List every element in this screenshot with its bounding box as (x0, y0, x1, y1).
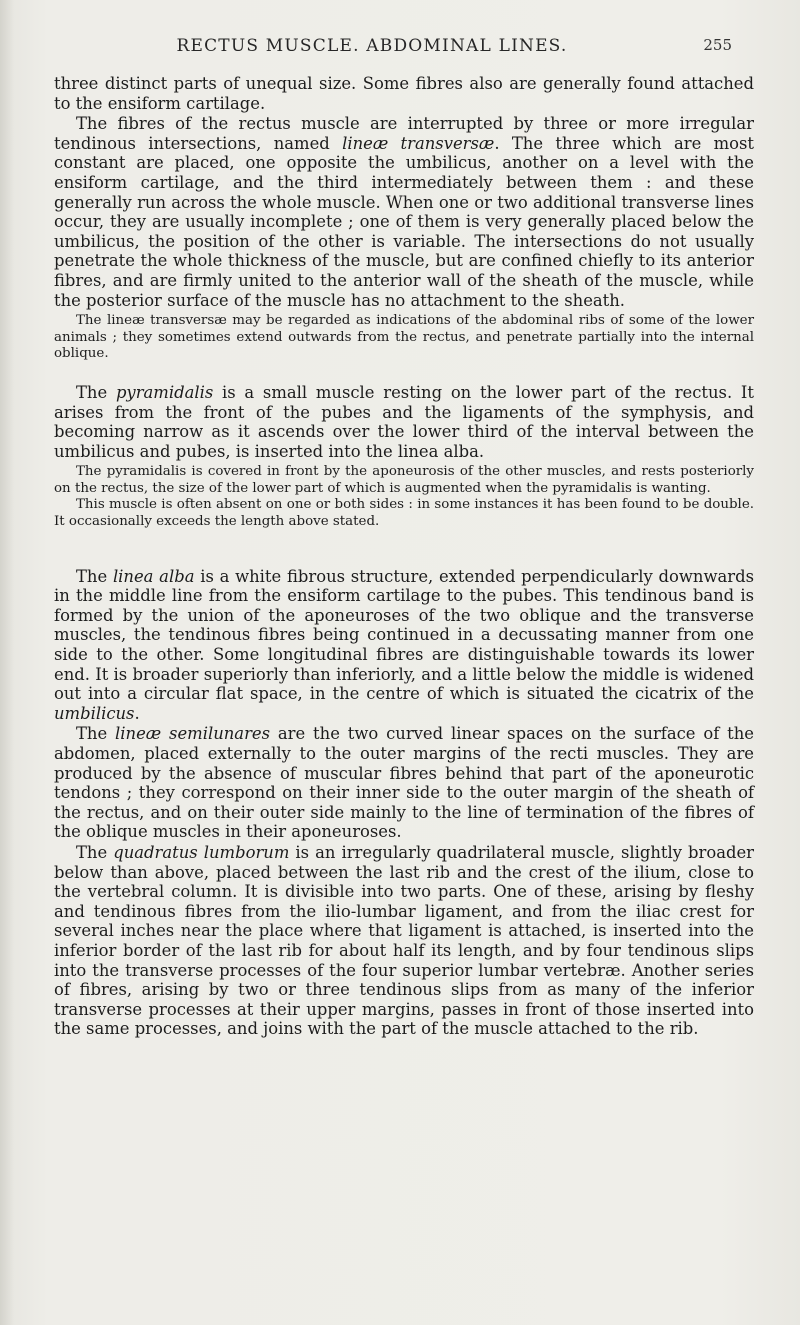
term-quadratus-lumborum: quadratus lumborum (113, 842, 290, 862)
text-run: . The three which are most constant are placed, one opposite the umbilicus, another on a level with the ensiform cartilage, and the third intermediately between them : and these generally run across the whole muscle. When one or two additional transverse lines occur, they are usually incomplete ; one of them is very generally placed below the umbilicus, the position of the other is variable. The intersections do not usually penetrate the whole thickness of the muscle, but are confined chiefly to its anterior fibres, and are firmly united to the anterior wall of the sheath of the muscle, while the posterior surface of the muscle has no attachment to the sheath. (54, 133, 755, 310)
text-run: The (76, 566, 113, 586)
paragraph-rectus-parts: three distinct parts of unequal size. Some fibres also are generally found attached to the ensiform cartilage. (54, 74, 754, 113)
paragraph-linea-alba (54, 567, 754, 724)
text-run: The (76, 842, 114, 862)
text-run: are the two curved linear spaces on the surface of the abdomen, placed externally to the outer margins of the recti muscles. They are produced by the absence of muscular fibres behind that part of the aponeurotic tendons ; they correspond on their inner side to the outer margin of the sheath of the rectus, and on their outer side mainly to the line of termination of the fibres of the oblique muscles in their aponeuroses. (54, 724, 754, 842)
body-text (54, 74, 754, 1039)
note-pyramidalis-absence: This muscle is often absent on one or both sides : in some instances it has been found to be double. It occasionally exceeds the length above stated. (54, 497, 754, 530)
text-run: is a small muscle resting on the lower part of the rectus. It arises from the front of the pubes and the ligaments of the symphysis, and becoming narrow as it ascends over the lower third of the interval between the umbilicus and pubes, is inserted into the linea alba. (54, 382, 754, 461)
text-run: The (76, 724, 116, 744)
text-run: is a white fibrous structure, extended perpendicularly downwards in the middle line from the ensiform cartilage to the pubes. This tendinous band is formed by the union of the aponeuroses of the two oblique and the transverse muscles, the tendinous fibres being continued in a decussating manner from one side to the other. Some longitudinal fibres are distinguishable towards its lower end. It is broader superiorly than inferiorly, and a little below the middle is widened out into a circular flat space, in the centre of which is situated the cicatrix of the (54, 566, 754, 704)
note-lineae-transversae: The lineæ transversæ may be regarded as indications of the abdominal ribs of some of the lower animals ; they sometimes extend outwards from the rectus, and penetrate partially into the internal oblique. (54, 313, 754, 362)
text-run: . (134, 703, 140, 723)
term-umbilicus: umbilicus (54, 703, 135, 723)
text-run: is an irregularly quadrilateral muscle, slightly broader below than above, placed between the last rib and the crest of the ilium, close to the vertebral column. It is divisible into two parts. One of these, arising by fleshy and tendinous fibres from the ilio-lumbar ligament, and from the iliac crest for several inches near the place where that ligament is attached, is inserted into the inferior border of the last rib for about half its length, and by four tendinous slips into the transverse processes of the four superior lumbar vertebræ. Another series of fibres, arising by two or three tendinous slips from as many of the inferior transverse processes at their upper margins, passes in front of those inserted into the same processes, and joins with the part of the muscle attached to the rib. (54, 842, 754, 1039)
page-number: 255 (703, 36, 732, 54)
text-run: The fibres of the rectus muscle are interrupted by three or more irregular tendinous intersections, named (54, 114, 754, 153)
paragraph-quadratus-lumborum (54, 843, 754, 1039)
paragraph-pyramidalis (54, 383, 754, 461)
term-lineae-transversae: lineæ transversæ (342, 133, 495, 153)
note-pyramidalis-covering: The pyramidalis is covered in front by the aponeurosis of the other muscles, and rests posteriorly on the rectus, the size of the lower part of which is augmented when the pyramidalis is wanting. (54, 464, 754, 496)
running-head: RECTUS MUSCLE. ABDOMINAL LINES. (176, 36, 568, 56)
binding-shadow (0, 0, 14, 1325)
text-run: The (76, 382, 116, 402)
term-linea-alba: linea alba (112, 566, 195, 586)
term-pyramidalis: pyramidalis (115, 382, 214, 402)
term-lineae-semilunares: lineæ semilunares (115, 724, 271, 744)
paragraph-lineae-semilunares (54, 724, 754, 842)
paragraph-lineae-transversae (54, 114, 754, 310)
